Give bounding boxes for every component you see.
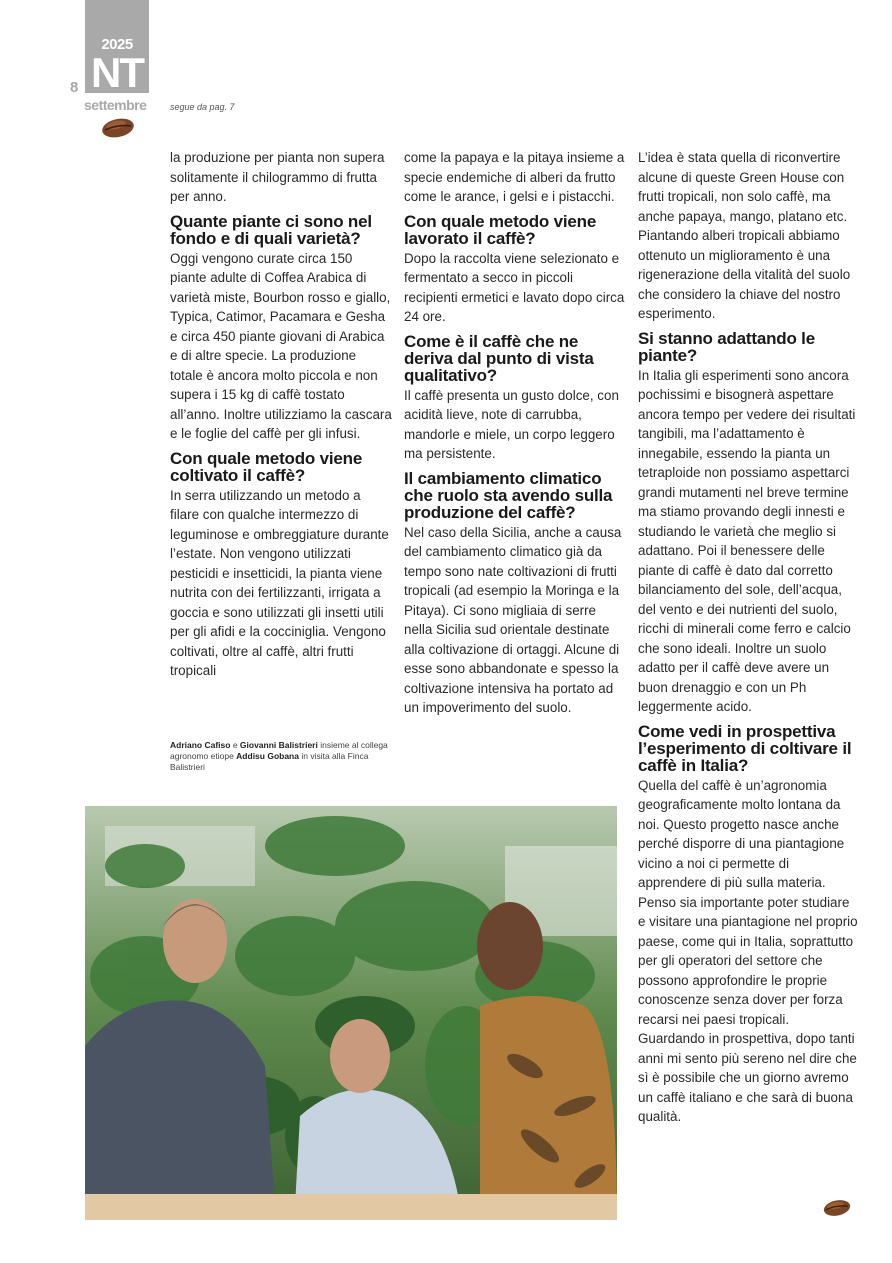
- question-heading: Con quale metodo viene coltivato il caffè?: [170, 448, 363, 485]
- continued-from: segue da pag. 7: [170, 102, 235, 112]
- paragraph: Quella del caffè è un’agronomia geograficamente molto lontana da noi. Questo progetto nasce anche perché disporre di una piantagione vicino a noi ci permette di apprendere di più sulla materia. Penso sia importante poter studiare e visitare una piantagione nel proprio paese, come qui in Italia, soprattutto per gli operatori del settore che possono approfondire le proprie conoscenze senza dover per forza recarsi nei paesi tropicali. Guardando in prospettiva, dopo tanti anni mi sento più sereno nel dire che sì è possibile che un giorno avremo un caffè italiano e che sarà di buona qualità.: [638, 777, 858, 1124]
- paragraph: L’idea è stata quella di riconvertire alcune di queste Green House con frutti tropicali, non solo caffè, ma anche papaya, mango, platano etc. Piantando alberi tropicali abbiamo ottenuto un miglioramento è una rigenerazione della vitalità del suolo che considero la chiave del nostro esperimento.: [638, 150, 851, 321]
- masthead-block: [85, 0, 149, 96]
- coffee-bean-icon: [100, 116, 136, 140]
- paragraph: Oggi vengono curate circa 150 piante adulte di Coffea Arabica di varietà miste, Bourbon rosso e giallo, Typica, Catimor, Pacamara e Gesha e circa 450 piante giovani di Arabica e di altre specie. La produzione totale è ancora molto piccola e non supera i 15 kg di caffè tostato all’anno. Inoltre utilizziamo la cascara e le foglie del caffè per gli infusi.: [170, 250, 392, 441]
- paragraph: Nel caso della Sicilia, anche a causa del cambiamento climatico già da tempo sono nate coltivazioni di frutti tropicali (ad esempio la Moringa e la Pitaya). Ci sono migliaia di serre nella Sicilia sud orientale destinate alla coltivazione di ortaggi. Alcune di esse sono abbandonate e spesso la coltivazione intensiva ha portato ad un impoverimento del suolo.: [404, 524, 622, 715]
- column-1: [170, 148, 392, 687]
- question-heading: Il cambiamento climatico che ruolo sta avendo sulla produzione del caffè?: [404, 468, 613, 522]
- column-2: [404, 148, 626, 724]
- question-heading: Come è il caffè che ne deriva dal punto di vista qualitativo?: [404, 331, 594, 385]
- masthead-month: settembre: [84, 97, 147, 113]
- question-heading: Come vedi in prospettiva l’esperimento di coltivare il caffè in Italia?: [638, 721, 852, 775]
- question-heading: Si stanno adattando le piante?: [638, 328, 815, 365]
- paragraph: Dopo la raccolta viene selezionato e fermentato a secco in piccoli recipienti ermetici e lavato dopo circa 24 ore.: [404, 250, 625, 324]
- question-heading: Quante piante ci sono nel fondo e di quali varietà?: [170, 211, 372, 248]
- page-number: 8: [70, 79, 79, 96]
- masthead-year: 2025: [101, 36, 133, 53]
- caption-name: Adriano Cafiso: [170, 740, 231, 750]
- photo-illustration: [85, 806, 617, 1220]
- caption-text: in visita alla Finca Balistrieri: [170, 751, 369, 772]
- paragraph: come la papaya e la pitaya insieme a specie endemiche di alberi da frutto come le arance, i gelsi e i pistacchi.: [404, 150, 625, 204]
- photo-coffee-plantation: [85, 806, 617, 1220]
- caption-text: e: [230, 740, 240, 750]
- question-heading: Con quale metodo viene lavorato il caffè?: [404, 211, 597, 248]
- caption-name: Giovanni Balistrieri: [239, 740, 318, 750]
- paragraph: Il caffè presenta un gusto dolce, con acidità lieve, note di carrubba, mandorle e miele, un corpo leggero ma persistente.: [404, 387, 619, 461]
- column-3: [638, 148, 858, 1133]
- coffee-bean-icon: [822, 1198, 852, 1218]
- paragraph: In serra utilizzando un metodo a filare con qualche intermezzo di leguminose e ombreggiature durante l’estate. Non vengono utilizzati pesticidi e insetticidi, la pianta viene nutrita con dei fertilizzanti, irrigata a goccia e sono utilizzati gli insetti utili per gli afidi e la cocciniglia. Vengono coltivati, oltre al caffè, altri frutti tropicali: [170, 487, 389, 678]
- paragraph: la produzione per pianta non supera solitamente il chilogrammo di frutta per anno.: [170, 150, 385, 204]
- photo-caption: [170, 740, 390, 773]
- paragraph: In Italia gli esperimenti sono ancora pochissimi e bisognerà aspettare ancora tempo per vedere dei risultati tangibili, ma l’adattamento è innegabile, essendo la pianta un tetraploide non possiamo aspettarci grandi mutamenti nel breve termine ma stiamo provando degli innesti e studiando le varietà che meglio si adattano. Poi il benessere delle piante di caffè è dato dal corretto bilanciamento del sole, dell’acqua, del vento e dei nutrienti del suolo, ricchi di minerali come ferro e calcio che sono ideali. Inoltre un suolo adatto per il caffè deve avere un buon drenaggio e con un Ph leggermente acido.: [638, 367, 856, 714]
- masthead-logo: NT: [91, 49, 143, 96]
- caption-name: Addisu Gobana: [236, 751, 299, 761]
- caption-text: insieme al collega agronomo etiope: [170, 740, 388, 761]
